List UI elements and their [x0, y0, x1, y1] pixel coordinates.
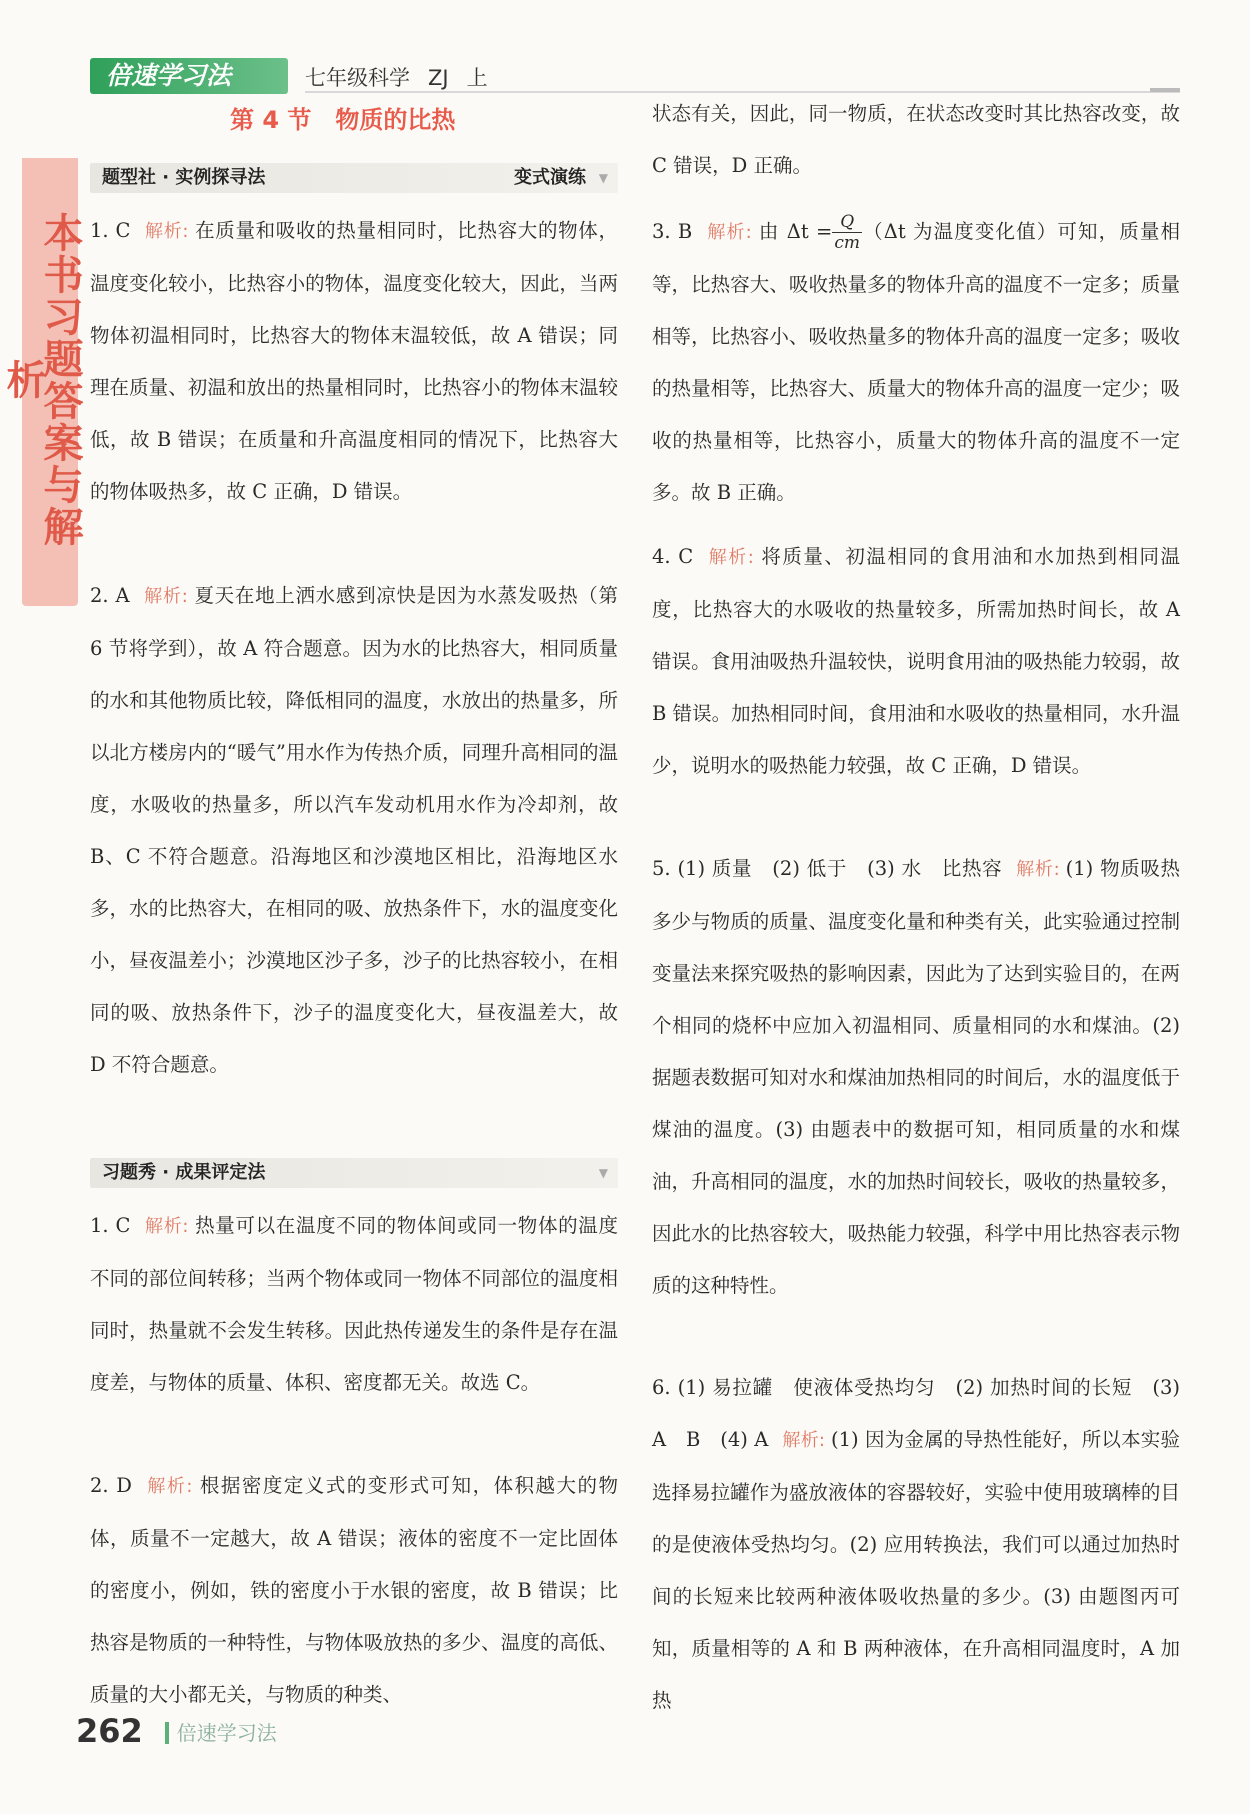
book-title	[305, 62, 506, 92]
answer-number: 5.	[652, 857, 671, 880]
answer-item-left-3	[90, 1200, 618, 1409]
band-exercise-show	[90, 1158, 618, 1188]
answer-number: 2. D	[90, 1474, 132, 1497]
answer-number: 2. A	[90, 584, 130, 607]
answer-item-left-2	[90, 570, 618, 1091]
fraction-denominator: cm	[834, 233, 861, 253]
answer-number: 1. C	[90, 1214, 131, 1237]
analysis-label: 解析:	[143, 586, 188, 607]
answer-choices: (1) 易拉罐 使液体受热均匀 (2) 加热时间的长短 (3) A B (4) A	[652, 1376, 1180, 1451]
answer-number: 4. C	[652, 545, 694, 568]
band-exercise-show-label: 习题秀 · 成果评定法	[102, 1162, 266, 1183]
chevron-down-icon: ▼	[598, 1166, 608, 1180]
analysis-label: 解析:	[145, 1476, 193, 1497]
analysis-text: 热量可以在温度不同的物体间或同一物体的温度不同的部位间转移；当两个物体或同一物体不同部位的温度相同时，热量就不会发生转移。因此热传递发生的条件是存在温度差，与物体的质量、体积、密度都无关。故选 C。	[90, 1214, 618, 1394]
analysis-label: 解析:	[144, 1216, 189, 1237]
footer-brand: 倍速学习法	[176, 1721, 277, 1745]
chevron-down-icon: ▼	[598, 171, 608, 185]
analysis-text: 状态有关，因此，同一物质，在状态改变时其比热容改变，故 C 错误，D 正确。	[652, 102, 1180, 177]
section-title: 第 4 节 物质的比热	[230, 106, 456, 134]
answer-number: 3. B	[652, 220, 693, 243]
band-type-club-label: 题型社 · 实例探寻法	[102, 167, 266, 188]
analysis-label: 解析:	[706, 222, 752, 243]
formula-fraction	[832, 212, 862, 253]
analysis-text: (1) 因为金属的导热性能好，所以本实验选择易拉罐作为盛放液体的容器较好，实验中使用玻璃棒的目的是使液体受热均匀。(2) 应用转换法，我们可以通过加热时间的长短来比较两种液体吸收热量的多少。(3) 由题图丙可知，质量相等的 A 和 B 两种液体，在升高相同温度时，A 加热	[652, 1428, 1180, 1712]
edition: ZJ	[428, 66, 449, 90]
grade-subject: 七年级科学	[305, 66, 410, 90]
fraction-numerator: Q	[832, 212, 862, 233]
formula-prefix: 由 Δt =	[757, 220, 833, 243]
page-number: 262	[76, 1712, 143, 1750]
answer-continuation	[652, 88, 1180, 192]
band-variant-practice: 变式演练	[514, 167, 586, 188]
answer-item-left-4	[90, 1460, 618, 1721]
band-type-club	[90, 163, 618, 193]
side-tab-label: 本书习题答案与解析	[0, 212, 83, 548]
analysis-label: 解析:	[144, 221, 189, 242]
answer-item-left-1	[90, 205, 618, 518]
analysis-text: （Δt 为温度变化值）可知，质量相等，比热容大、吸收热量多的物体升高的温度不一定多；质量相等，比热容小、吸收热量多的物体升高的温度一定多；吸收的热量相等，比热容大、质量大的物体升高的温度一定少；吸收的热量相等，比热容小，质量大的物体升高的温度不一定多。故 B 正确。	[652, 220, 1180, 504]
analysis-label: 解析:	[1016, 859, 1060, 880]
brand-logo: 倍速学习法	[90, 58, 288, 94]
answer-item-right-5	[652, 843, 1180, 1312]
analysis-text: (1) 物质吸热多少与物质的质量、温度变化量和种类有关，此实验通过控制变量法来探究吸热的影响因素，因此为了达到实验目的，在两个相同的烧杯中应加入初温相同、质量相同的水和煤油。(2) 据题表数据可知对水和煤油加热相同的时间后，水的温度低于煤油的温度。(3) 由题表中的数据可知，相同质量的水和煤油，升高相同的温度，水的加热时间较长，吸收的热量较多，因此水的比热容较大，吸热能力较强，科学中用比热容表示物质的这种特性。	[652, 857, 1180, 1297]
answer-item-right-3	[652, 206, 1180, 519]
analysis-text: 在质量和吸收的热量相同时，比热容大的物体，温度变化较小，比热容小的物体，温度变化较大，因此，当两物体初温相同时，比热容大的物体末温较低，故 A 错误；同理在质量、初温和放出的热量相同时，比热容小的物体末温较低，故 B 错误；在质量和升高温度相同的情况下，比热容大的物体吸热多，故 C 正确，D 错误。	[90, 219, 618, 503]
analysis-text: 夏天在地上洒水感到凉快是因为水蒸发吸热（第 6 节将学到），故 A 符合题意。因为水的比热容大，相同质量的水和其他物质比较，降低相同的温度，水放出的热量多，所以北方楼房内的“暖气”用水作为传热介质，同理升高相同的温度，水吸收的热量多，所以汽车发动机用水作为冷却剂，故 B、C 不符合题意。沿海地区和沙漠地区相比，沿海地区水多，水的比热容大，在相同的吸、放热条件下，水的温度变化小，昼夜温差小；沙漠地区沙子多，沙子的比热容较小，在相同的吸、放热条件下，沙子的温度变化大，昼夜温差大，故 D 不符合题意。	[90, 584, 618, 1076]
page-footer	[76, 1712, 277, 1752]
answer-item-right-6	[652, 1362, 1180, 1727]
answer-item-right-4	[652, 531, 1180, 792]
answer-number: 1. C	[90, 219, 131, 242]
answer-choices: (1) 质量 (2) 低于 (3) 水 比热容	[677, 857, 1003, 880]
footer-divider	[165, 1722, 169, 1744]
analysis-text: 根据密度定义式的变形式可知，体积越大的物体，质量不一定越大，故 A 错误；液体的密度不一定比固体的密度小，例如，铁的密度小于水银的密度，故 B 错误；比热容是物质的一种特性，与物体吸放热的多少、温度的高低、质量的大小都无关，与物质的种类、	[90, 1474, 618, 1706]
analysis-text: 将质量、初温相同的食用油和水加热到相同温度，比热容大的水吸收的热量较多，所需加热时间长，故 A 错误。食用油吸热升温较快，说明食用油的吸热能力较弱，故 B 错误。加热相同时间，食用油和水吸收的热量相同，水升温少，说明水的吸热能力较强，故 C 正确，D 错误。	[652, 545, 1180, 777]
analysis-label: 解析:	[782, 1430, 825, 1451]
answer-number: 6.	[652, 1376, 671, 1399]
volume: 上	[466, 66, 488, 90]
analysis-label: 解析:	[707, 547, 754, 568]
